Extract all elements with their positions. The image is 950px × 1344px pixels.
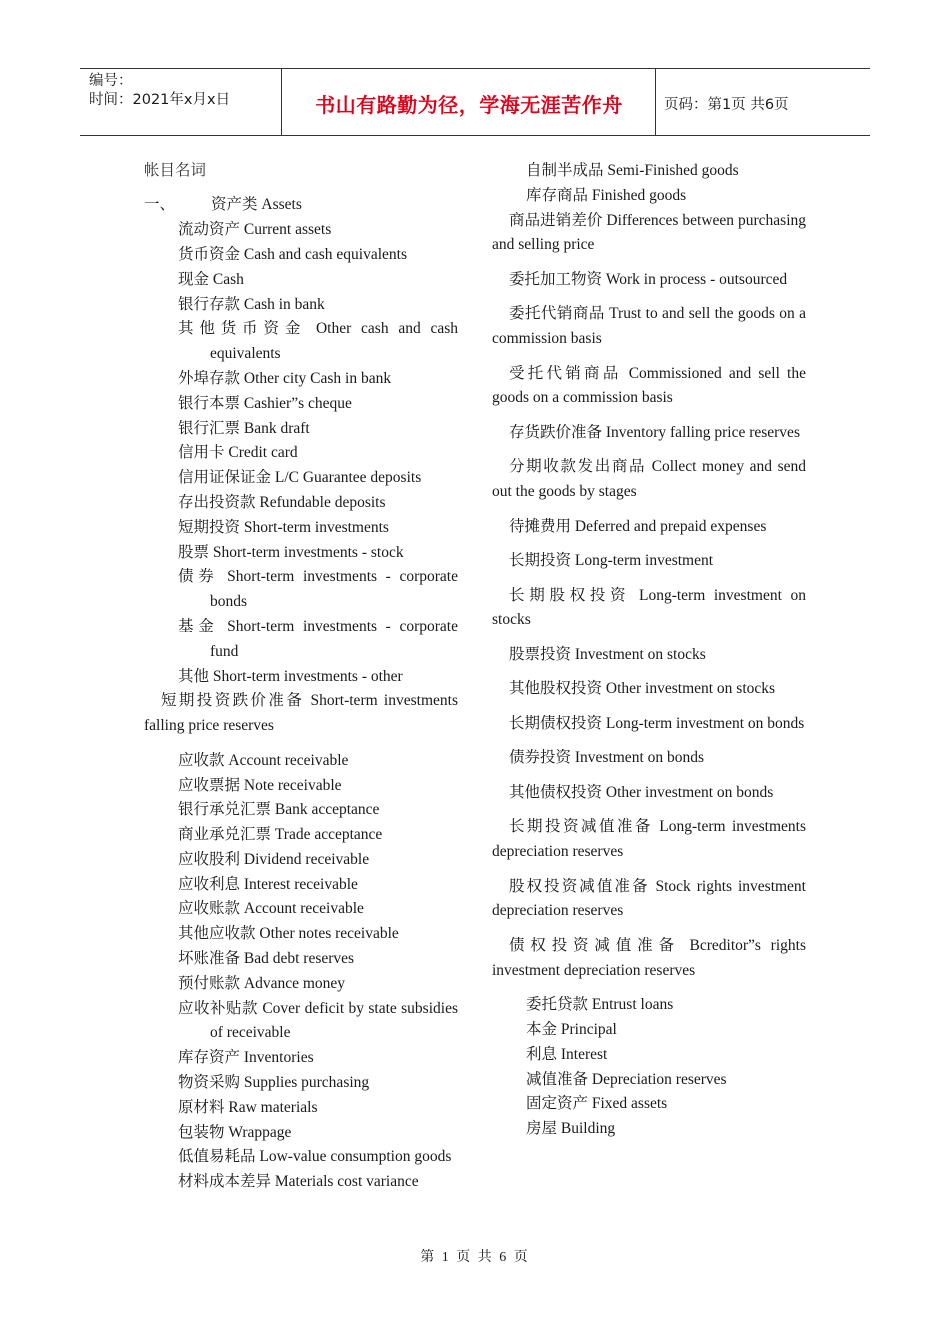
header-meta [89, 72, 230, 110]
category-title: 资产类 Assets [211, 196, 302, 214]
doc-number: 编号： [89, 73, 133, 89]
account-entry: 其他应收款 Other notes receivable [178, 925, 399, 943]
current-assets-list [144, 218, 458, 689]
account-entry: 本金 Principal [526, 1021, 617, 1038]
account-entry: 房屋 Building [526, 1120, 616, 1138]
account-entry: 基金 Short-term investments - corporate fund [178, 618, 458, 660]
account-paragraph: 长期投资减值准备 Long-term investments depreciation reserves [492, 818, 806, 861]
account-paragraph: 股权投资减值准备 Stock rights investment depreciation reserves [492, 877, 806, 920]
right-column [492, 159, 806, 1142]
account-entry: 自制半成品 Semi-Finished goods [526, 162, 739, 179]
account-entry: 外埠存款 Other city Cash in bank [178, 370, 392, 388]
account-paragraph: 其他债权投资 Other investment on bonds [509, 783, 774, 801]
account-entry: 债券 Short-term investments - corporate bonds [178, 568, 458, 611]
account-paragraph: 委托加工物资 Work in process - outsourced [509, 270, 788, 288]
account-entry: 银行本票 Cashier”s cheque [178, 394, 352, 412]
account-entry: 其他货币资金 Other cash and cash equivalents [178, 320, 458, 363]
account-entry: 委托贷款 Entrust loans [526, 996, 674, 1014]
account-entry: 应收股利 Dividend receivable [178, 850, 370, 868]
page-header [80, 68, 870, 136]
account-paragraph: 委托代销商品 Trust to and sell the goods on a commission basis [492, 305, 806, 348]
loans-assets-list [492, 993, 806, 1142]
header-motto: 书山有路勤为径，学海无涯苦作舟 [315, 93, 623, 117]
account-entry: 现金 Cash [178, 270, 244, 288]
account-entry: 应收款 Account receivable [178, 751, 349, 769]
account-entry: 流动资产 Current assets [178, 221, 332, 239]
account-entry: 材料成本差异 Materials cost variance [178, 1173, 419, 1191]
page-footer: 第 1 页 共 6 页 [420, 1250, 530, 1265]
account-entry: 固定资产 Fixed assets [526, 1095, 668, 1113]
receivables-list [144, 749, 458, 1195]
account-entry: 库存资产 Inventories [178, 1049, 314, 1067]
account-entry: 其他 Short-term investments - other [178, 667, 403, 685]
inventory-list [492, 159, 806, 209]
account-paragraph: 股票投资 Investment on stocks [509, 645, 706, 663]
account-paragraph: 分期收款发出商品 Collect money and send out the goods by stages [492, 458, 806, 501]
account-entry: 利息 Interest [526, 1045, 608, 1063]
account-entry: 信用证保证金 L/C Guarantee deposits [178, 469, 422, 487]
account-entry: 应收利息 Interest receivable [178, 875, 358, 893]
account-entry: 短期投资 Short-term investments [178, 518, 389, 536]
account-entry: 原材料 Raw materials [178, 1098, 318, 1116]
account-paragraph: 长期投资 Long-term investment [509, 552, 714, 570]
doc-date: 时间：2021年x月x日 [89, 92, 231, 108]
account-entry: 低值易耗品 Low-value consumption goods [178, 1148, 452, 1166]
category-number: 一、 [144, 196, 176, 214]
account-entry: 库存商品 Finished goods [526, 186, 687, 204]
account-entry: 应收票据 Note receivable [178, 776, 342, 794]
account-paragraph: 存货跌价准备 Inventory falling price reserves [509, 423, 800, 441]
account-paragraph: 待摊费用 Deferred and prepaid expenses [509, 517, 767, 535]
header-page-info: 页码：第1页 共6页 [664, 97, 789, 113]
account-paragraph: 商品进销差价 Differences between purchasing and selling price [492, 211, 806, 254]
account-entry: 物资采购 Supplies purchasing [178, 1074, 370, 1092]
account-entry: 应收补贴款 Cover deficit by state subsidies of receivable [178, 999, 458, 1042]
category-heading [144, 193, 458, 218]
left-column [144, 159, 458, 1195]
account-entry: 信用卡 Credit card [178, 444, 298, 462]
account-entry: 银行承兑汇票 Bank acceptance [178, 801, 380, 819]
account-entry: 商业承兑汇票 Trade acceptance [178, 826, 383, 844]
account-paragraph: 债权投资减值准备 Bcreditor”s rights investment depreciation reserves [492, 936, 806, 979]
account-entry: 包装物 Wrappage [178, 1123, 292, 1141]
account-entry: 货币资金 Cash and cash equivalents [178, 246, 408, 264]
account-entry: 坏账准备 Bad debt reserves [178, 950, 355, 968]
account-entry: 减值准备 Depreciation reserves [526, 1070, 727, 1088]
account-entry: 预付账款 Advance money [178, 974, 346, 992]
reserve-paragraph: 短期投资跌价准备 Short-term investments falling price reserves [144, 692, 458, 735]
account-entry: 存出投资款 Refundable deposits [178, 494, 386, 512]
account-paragraphs [492, 209, 806, 984]
account-entry: 银行汇票 Bank draft [178, 419, 310, 437]
account-paragraph: 债券投资 Investment on bonds [509, 749, 705, 767]
section-heading: 帐目名词 [144, 162, 207, 179]
account-paragraph: 其他股权投资 Other investment on stocks [509, 680, 776, 698]
account-paragraph: 长期股权投资 Long-term investment on stocks [492, 586, 806, 629]
account-entry: 应收账款 Account receivable [178, 900, 364, 918]
header-divider [655, 69, 656, 135]
account-entry: 股票 Short-term investments - stock [178, 543, 404, 561]
account-paragraph: 受托代销商品 Commissioned and sell the goods on a commission basis [492, 364, 806, 407]
account-paragraph: 长期债权投资 Long-term investment on bonds [509, 714, 805, 732]
account-entry: 银行存款 Cash in bank [178, 295, 325, 313]
